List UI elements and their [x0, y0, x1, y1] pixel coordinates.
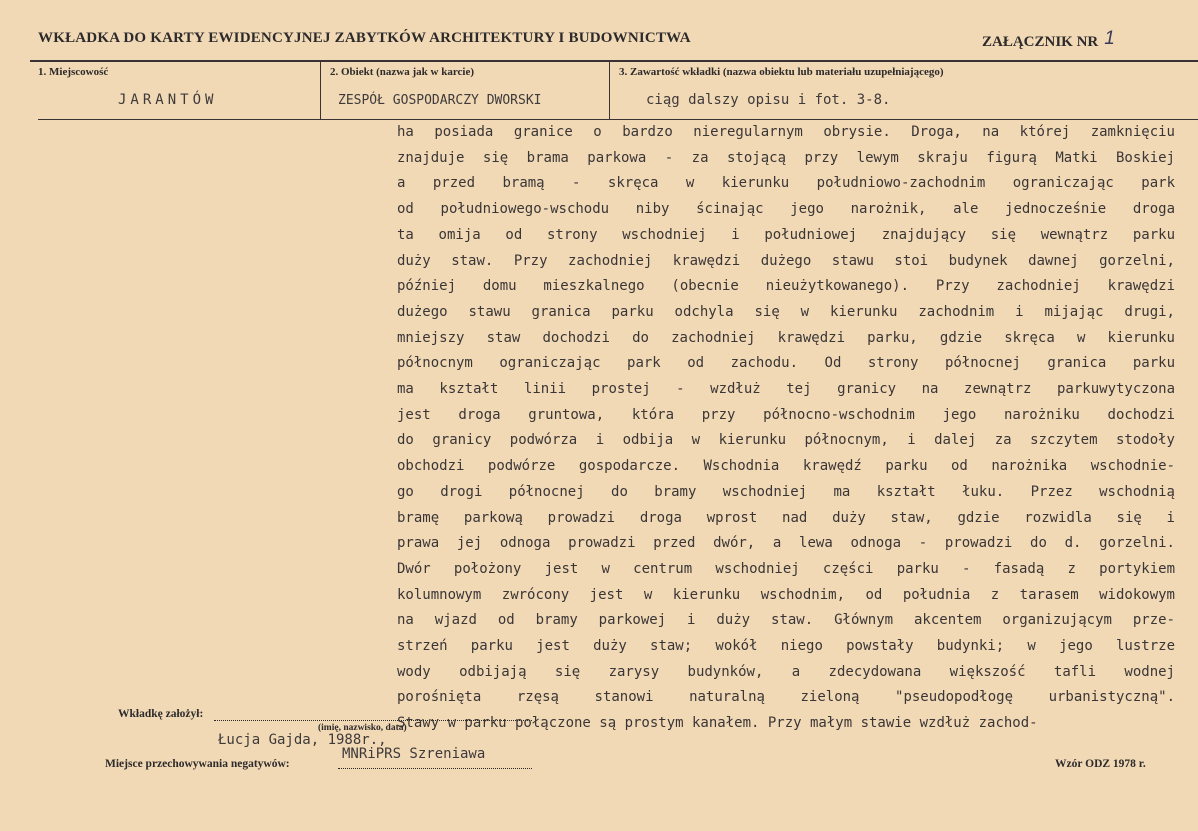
description-line: strzeń parku jest duży staw; wokół niego powstały budynki; w jego lustrze	[397, 638, 1175, 655]
author-label: Wkładkę założył:	[118, 708, 204, 720]
field-divider-2	[609, 61, 610, 119]
author-line	[214, 720, 532, 721]
header-rule	[30, 60, 1198, 62]
description-line: znajduje się brama parkowa - za stojącą przy lewym skraju figurą Matki Boskiej	[397, 149, 1175, 166]
author-hint: (imię, nazwisko, data)	[318, 723, 407, 733]
description-line: Dwór położony jest w centrum wschodniej części parku - fasadą z portykiem	[397, 560, 1175, 577]
description-line: ha posiada granice o bardzo nieregularnym obrysie. Droga, na której zamknięciu	[397, 124, 1175, 140]
description-line: a przed bramą - skręca w kierunku południowo-zachodnim ograniczając park	[397, 175, 1175, 192]
description-line: kolumnowym zwrócony jest w kierunku wschodnim, od południa z tarasem widokowym	[397, 586, 1175, 603]
description-line: północnym ograniczając park od zachodu. Od strony północnej granica parku	[397, 355, 1175, 372]
description-line: dużego stawu granica parku odchyla się w kierunku zachodnim i mijając drugi,	[397, 303, 1175, 320]
annex-number-value: 1	[1104, 28, 1115, 49]
description-line: porośnięta rzęsą stanowi naturalną zieloną "pseudopodłogę urbanistyczną".	[397, 689, 1175, 706]
description-line: ta omija od strony wschodniej i południowej znajdujący się wewnątrz parku	[397, 226, 1175, 243]
description-line: obchodzi podwórze gospodarcze. Wschodnia krawędź parku od narożnika wschodnie-	[397, 458, 1175, 475]
description-line: duży staw. Przy zachodniej krawędzi dużego stawu stoi budynek dawnej gorzelni,	[397, 252, 1175, 269]
object-value: ZESPÓŁ GOSPODARCZY DWORSKI	[338, 93, 542, 108]
description-text	[397, 120, 1175, 737]
description-line: do granicy podwórza i odbija w kierunku północnym, i dalej za szczytem stodoły	[397, 432, 1175, 449]
description-line: bramę parkową prowadzi droga wprost nad duży staw, gdzie rozwidla się i	[397, 509, 1175, 526]
description-line: Stawy w parku połączone są prostym kanałem. Przy małym stawie wzdłuż zachod-	[397, 715, 1038, 732]
form-version: Wzór ODZ 1978 r.	[1055, 758, 1146, 770]
content-value: ciąg dalszy opisu i fot. 3-8.	[646, 92, 891, 108]
description-line: na wjazd od bramy parkowej i duży staw. Głównym akcentem organizującym prze-	[397, 612, 1175, 629]
storage-value: MNRiPRS Szreniawa	[342, 746, 486, 762]
description-line: wody odbijają się zarysy budynków, a zdecydowana większość tafli wodnej	[397, 663, 1175, 680]
storage-label: Miejsce przechowywania negatywów:	[105, 758, 290, 770]
description-line: ma kształt linii prostej - wzdłuż tej granicy na zewnątrz parkuwytyczona	[397, 381, 1175, 398]
locality-label: 1. Miejscowość	[38, 66, 109, 78]
description-line: jest droga gruntowa, która przy północno-wschodnim jego narożniku dochodzi	[397, 406, 1175, 423]
object-label: 2. Obiekt (nazwa jak w karcie)	[330, 66, 475, 78]
description-line: od południowego-wschodu niby ścinając jego narożnik, ale jednocześnie droga	[397, 201, 1175, 218]
locality-value: JARANTÓW	[118, 92, 218, 108]
annex-label: ZAŁĄCZNIK NR	[982, 34, 1099, 50]
annex-number	[982, 30, 1115, 52]
description-line: później domu mieszkalnego (obecnie nieużytkowanego). Przy zachodniej krawędzi	[397, 278, 1175, 295]
author-value: Łucja Gajda, 1988r.,	[218, 732, 387, 748]
storage-line	[338, 768, 532, 769]
content-label: 3. Zawartość wkładki (nazwa obiektu lub materiału uzupełniającego)	[619, 66, 944, 78]
form-title: WKŁADKA DO KARTY EWIDENCYJNEJ ZABYTKÓW ARCHITEKTURY I BUDOWNICTWA	[38, 30, 691, 46]
field-divider-1	[320, 61, 321, 119]
description-line: mniejszy staw dochodzi do zachodniej krawędzi parku, gdzie skręca w kierunku	[397, 329, 1175, 346]
description-line: prawa jej odnoga prowadzi przed dwór, a lewa odnoga - prowadzi do d. gorzelni.	[397, 535, 1175, 552]
description-line: go drogi północnej do bramy wschodniej ma kształt łuku. Przez wschodnią	[397, 483, 1175, 500]
